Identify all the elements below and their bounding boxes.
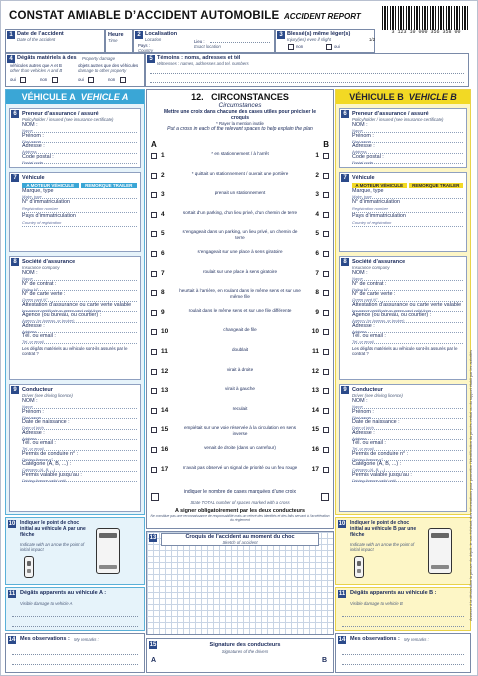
circumstance-checkbox-b[interactable] (323, 329, 329, 335)
vehicle-a-validity[interactable]: Attestation d’assurance ou carte verte valable Insurance certificate or green card valid from (22, 302, 137, 313)
vehicle-b-car-diagram[interactable] (428, 528, 452, 574)
vehicle-b-remarks: 14 Mes observations : My remarks : (335, 633, 471, 673)
circumstance-text: prenait un stationnement (214, 190, 266, 196)
circumstance-number-b: 5 (315, 230, 319, 238)
circumstance-number-b: 16 (311, 446, 319, 453)
circumstance-checkbox-a[interactable] (151, 271, 157, 277)
circumstance-number-b: 9 (315, 308, 319, 316)
circumstance-checkbox-b[interactable] (323, 192, 329, 198)
circumstance-row (147, 405, 333, 425)
circumstance-number-a: 9 (161, 308, 165, 316)
vehicle-a-insurer-name[interactable]: NOM : Name (22, 270, 137, 281)
vehicle-a-driver-firstname[interactable]: Prénom : First name (22, 409, 137, 420)
section-location: 2 Localisation Location Pays : Country Lieu : Exact location (133, 29, 275, 53)
vehicle-a-motor-header: A MOTEUR VÉHICULE (22, 183, 79, 188)
circumstance-text: sortait d’un parking, d’un lieu privé, d’un chemin de terre (182, 209, 298, 215)
circumstance-text: virait à droite (226, 366, 254, 372)
vehicle-a-driver-name[interactable]: NOM : Name (22, 398, 137, 409)
circumstance-row (147, 268, 333, 288)
vehicle-b-policyholder: 6 Preneur d’assurance / assuré Policyholder / insured (see insurance certificate) NOM : Name Prénom : First name Adresse : Address Code postal : Postal code (339, 108, 467, 168)
vehicle-b-driver-address[interactable]: Adresse : Address (352, 430, 463, 441)
circumstance-number-b: 7 (315, 269, 319, 277)
circumstance-number-a: 14 (161, 406, 169, 414)
injuries-no-checkbox[interactable] (288, 44, 294, 50)
vehicle-a-damage-field-2[interactable] (12, 620, 138, 627)
circumstance-number-a: 17 (161, 465, 169, 473)
vehicle-b-licence-valid[interactable]: Permis valable jusqu’au : Driving licence valid until (352, 472, 463, 483)
circumstance-text: s’engageait sur une place à sens giratoire (197, 249, 283, 254)
circumstance-text: reculait (232, 405, 248, 411)
circumstance-checkbox-a[interactable] (151, 467, 157, 473)
vehicle-a-agency-address[interactable]: Adresse : Address (22, 323, 137, 334)
vehicle-a-postcode[interactable]: Code postal : Postal code (22, 154, 137, 165)
vehicle-a-make[interactable]: Marque, type Make, type (22, 188, 137, 199)
vehicle-a-greencard[interactable]: N° de carte verte : Green card N° (22, 291, 137, 302)
vehicle-b-trailer-header: REMORQUE TRAILER (409, 183, 464, 188)
circumstance-checkbox-a[interactable] (151, 427, 157, 433)
circumstance-checkbox-a[interactable] (151, 192, 157, 198)
circumstance-text: heurtait à l’arrière, en roulant dans le même sens et sur une même file (179, 288, 301, 299)
vehicle-b-heading: VÉHICULE B VEHICLE B (336, 90, 470, 104)
witnesses-field-1[interactable] (150, 67, 464, 74)
circumstance-row (147, 385, 333, 405)
other-property-no[interactable] (120, 77, 126, 83)
circumstance-number-b: 4 (315, 210, 319, 218)
circumstance-text: virait à gauche (225, 386, 255, 392)
circumstance-checkbox-b[interactable] (323, 153, 329, 159)
circumstance-row (147, 444, 333, 464)
circumstance-checkbox-b[interactable] (323, 290, 329, 296)
circumstance-number-a: 5 (161, 230, 165, 238)
vehicle-a-agency-tel[interactable]: Tél. ou email : Tel. or email (22, 333, 137, 344)
vehicle-b-impact: 10 Indiquer le point de choc initial au véhicule B par une flèche Indicate with an arrow the point of initial impact (335, 517, 471, 585)
other-property-yes[interactable] (88, 77, 94, 83)
circumstance-checkbox-a[interactable] (151, 231, 157, 237)
section-witnesses: 5 Témoins : noms, adresses et tél Witnesses : names, addresses and tel. numbers (145, 53, 469, 87)
barcode (382, 6, 470, 30)
circumstance-checkbox-a[interactable] (151, 408, 157, 414)
circumstance-checkbox-b[interactable] (323, 310, 329, 316)
other-vehicles-yes[interactable] (20, 77, 26, 83)
circumstance-number-b: 11 (312, 348, 319, 355)
circumstance-checkbox-b[interactable] (323, 251, 329, 257)
circumstance-row (147, 366, 333, 386)
vehicle-a-trailer-header: REMORQUE TRAILER (81, 183, 138, 188)
vehicle-a-driver-address[interactable]: Adresse : Address (22, 430, 137, 441)
circumstance-text: roulait dans le même sens et sur une file différente (188, 307, 292, 313)
circumstance-checkbox-a[interactable] (151, 290, 157, 296)
vehicle-a-registration-country[interactable]: Pays d’immatriculation Country of registration (22, 213, 137, 227)
vehicle-b-policy[interactable]: N° de contrat : Policy N° (352, 281, 463, 292)
vehicle-b-firstname[interactable]: Prénom : First name (352, 133, 463, 144)
circumstance-number-b: 1 (315, 152, 319, 159)
vehicle-b-car-icon[interactable] (354, 556, 364, 578)
circumstance-text: roulait sur une place à sens giratoire (202, 268, 278, 274)
circumstance-checkbox-a[interactable] (151, 173, 157, 179)
circumstance-number-a: 2 (161, 171, 165, 179)
circumstance-number-a: 8 (161, 289, 165, 297)
vehicle-b-name[interactable]: NOM : Name (352, 122, 463, 133)
circumstance-text: doublait (231, 347, 249, 352)
other-vehicles-no[interactable] (52, 77, 58, 83)
vehicle-a-licence-valid[interactable]: Permis valable jusqu’au : Driving licence valid until (22, 472, 137, 483)
circumstance-checkbox-a[interactable] (151, 329, 157, 335)
vehicle-a-remarks-field-2[interactable] (12, 658, 138, 665)
vehicle-b-agency[interactable]: Agence (ou bureau, ou courtier) : Agency (or bureau, or broker) (352, 312, 463, 323)
sign-notice: A signer obligatoirement par les deux conducteurs (174, 508, 306, 514)
vehicle-b-driver-name[interactable]: NOM : Name (352, 398, 463, 409)
vehicle-b-address[interactable]: Adresse : Address (352, 143, 463, 154)
vehicle-b-driver-firstname[interactable]: Prénom : First name (352, 409, 463, 420)
circumstance-number-b: 12 (311, 367, 319, 375)
time-field[interactable] (108, 46, 130, 53)
column-a-marker: A (151, 140, 157, 149)
circumstance-text: venait de droite (dans un carrefour) (204, 445, 276, 450)
circumstance-text: * en stationnement / à l’arrêt (211, 151, 269, 156)
vehicle-b-postcode[interactable]: Code postal : Postal code (352, 154, 463, 165)
circumstance-row (147, 189, 333, 209)
circumstance-number-a: 7 (161, 269, 165, 277)
circumstance-checkbox-a[interactable] (151, 212, 157, 218)
circumstance-number-b: 2 (315, 171, 319, 179)
circumstance-number-a: 4 (161, 210, 165, 218)
vehicle-a-category[interactable]: Catégorie (A, B, ...) : Category (A, B, ...) (22, 461, 137, 472)
vehicle-a-car-diagram[interactable] (96, 528, 120, 574)
vehicle-a-impact: 10 Indiquer le point de choc initial au véhicule A par une flèche Indicate with an arrow the point of initial impact (5, 517, 145, 585)
date-field[interactable] (10, 46, 100, 53)
vehicle-a-registration[interactable]: N° d’immatriculation Registration number (22, 199, 137, 213)
page-indicator: 1/2 (369, 37, 375, 42)
vehicle-a-licence[interactable]: Permis de conduire n° : Driving licence n° (22, 451, 137, 462)
circumstances-panel: 12. CIRCONSTANCES Circumstances Mettre une croix dans chacune des cases utiles pour préciser le croquis * Rayer la mention inutile Put a cross in each of the relevant spaces to help explain the plan A B 1 * en stationnement / à l’arrêt 1 2 * quittait un stationnement / ouvrait une portière 2 3 prenait un stationnement 3 4 sortait d’un parking, d’un lieu privé, d’un chemin de terre 4 5 s’engageait dans un parking, un lieu privé, un chemin de terre 5 6 s’engageait sur une place à sens giratoire 6 7 roulait sur une place à sens giratoire 7 8 heurtait à l’arrière, en roulant dans le même sens et sur une même file 8 9 roulait dans le même sens et sur une file différente 9 10 changeait de file 10 11 doublait 11 12 virait à droite 12 13 virait à gauche 13 14 reculait 14 15 empiétait sur une voie réservée à la circulation en sens inverse 15 16 venait de droite (dans un carrefour) 16 17 n’avait pas observé un signal de priorité ou un feu rouge 17 indiquer le nombre de cases marquées d’une croix State TOTAL number of spaces marked with a cross A signer obligatoirement par les deux conducteurs Ne constitue pas une reconnaissance de responsabilité mais un relevé des identités et des faits servant à l’accélération du règlement (146, 89, 334, 529)
circumstance-text: * quittait un stationnement / ouvrait une portière (191, 170, 289, 176)
circumstance-text: empiétait sur une voie réservée à la circulation en sens inverse (183, 425, 297, 436)
vehicle-b-agency-tel[interactable]: Tél. ou email : Tel. or email (352, 333, 463, 344)
circumstance-number-a: 12 (161, 367, 169, 375)
sketch-heading: Croquis de l’accident au moment du choc Sketch of accident (161, 533, 319, 546)
vehicle-b-registration-country[interactable]: Pays d’immatriculation Country of registration (352, 213, 463, 227)
circumstance-row (147, 346, 333, 366)
vehicle-a-name[interactable]: NOM : Name (22, 122, 137, 133)
column-b-marker: B (323, 140, 329, 149)
circumstance-checkbox-b[interactable] (323, 467, 329, 473)
section-property-damage: 4 Dégâts matériels à des Property damage véhicules autres que A et B other than vehicles A and B objets autres que des véhicules damage to other property oui non oui non (5, 53, 145, 87)
circumstance-row (147, 228, 333, 248)
vehicle-a-heading: VÉHICULE A VEHICLE A (6, 90, 144, 104)
date-label: Date de l’accident (17, 31, 64, 37)
circumstance-number-a: 16 (161, 446, 169, 453)
circumstance-number-a: 15 (161, 426, 169, 434)
circumstance-checkbox-a[interactable] (151, 388, 157, 394)
circumstance-checkbox-b[interactable] (323, 388, 329, 394)
circumstance-checkbox-b[interactable] (323, 231, 329, 237)
form-subtitle: ACCIDENT REPORT (284, 12, 361, 21)
circumstance-row (147, 248, 333, 268)
circumstance-row (147, 170, 333, 190)
vehicle-b-motor-header: A MOTEUR VÉHICULE (352, 183, 407, 188)
vehicle-a-vehicle: 7 Véhicule A MOTEUR VÉHICULE REMORQUE TRAILER Marque, type Make, type N° d’immatriculation Registration number Pays d’immatriculation Country of registration (9, 172, 141, 252)
circumstance-row (147, 287, 333, 307)
vehicle-b-registration[interactable]: N° d’immatriculation Registration number (352, 199, 463, 213)
vehicle-a-driver-tel[interactable]: Tél. ou email : Tel. or email (22, 440, 137, 451)
circumstance-row (147, 209, 333, 229)
vehicle-a-driver: 9 Conducteur Driver (see driving licence) NOM : Name Prénom : First name Date de naissance : Date of birth Adresse : Address Tél. ou email : Tel. or email Permis de conduire n° : Driving licence n° Catégorie (A, B, ...) : Category (A, B, ...) Permis valable jusqu’au : Driving licence valid until (9, 384, 141, 512)
count-box-a[interactable] (151, 493, 159, 501)
circumstances-title: 12. CIRCONSTANCES (191, 92, 289, 102)
circumstance-text: n’avait pas observé un signal de priorité ou un feu rouge (182, 464, 298, 470)
circumstance-number-b: 10 (311, 328, 319, 336)
circumstance-checkbox-b[interactable] (323, 212, 329, 218)
vehicle-b-licence[interactable]: Permis de conduire n° : Driving licence n° (352, 451, 463, 462)
signature-a[interactable] (161, 655, 231, 671)
vehicle-a-column (5, 89, 145, 515)
circumstance-checkbox-b[interactable] (323, 408, 329, 414)
vehicle-b-column (335, 89, 471, 515)
vehicle-b-validity[interactable]: Attestation d’assurance ou carte verte valable Insurance certificate or green card valid from (352, 301, 462, 313)
circumstance-row (147, 464, 333, 484)
vehicle-b-driver-tel[interactable]: Tél. ou email : Tel. or email (352, 440, 463, 451)
vehicle-b-insurance: 8 Société d’assurance Insurance company NOM : Name N° de contrat : Policy N° N° de carte verte : Green card N° Attestation d’assurance ou carte verte valable Insurance certificate or green card valid from Agence (ou bureau, ou courtier) : Agency (or bureau, or broker) Adresse : Address Tél. ou email : Tel. or email Les dégâts matériels au véhicule sont-ils assurés par le contrat ? (339, 256, 467, 380)
circumstance-checkbox-a[interactable] (151, 153, 157, 159)
circumstance-row (147, 326, 333, 346)
vehicle-a-remarks-field-1[interactable] (12, 648, 138, 655)
witnesses-field-2[interactable] (150, 76, 464, 83)
circumstance-number-b: 14 (311, 406, 319, 414)
vehicle-a-policy[interactable]: N° de contrat : Policy N° (22, 281, 137, 292)
vehicle-b-damage-field-1[interactable] (342, 610, 464, 617)
circumstance-number-b: 17 (311, 465, 319, 473)
circumstance-row (147, 307, 333, 327)
section-injuries: 3 Blessé(s) même léger(s) Injury(ies) even if slight non oui (275, 29, 375, 53)
circumstance-number-a: 6 (161, 250, 165, 257)
circumstance-number-b: 3 (315, 191, 319, 199)
form-title: CONSTAT AMIABLE D’ACCIDENT AUTOMOBILE (9, 10, 280, 22)
vehicle-b-driver: 9 Conducteur Driver (see driving licence) NOM : Name Prénom : First name Date de naissance : Date of birth Adresse : Address Tél. ou email : Tel. or email Permis de conduire n° : Driving licence n° Catégorie (A, B, ...) : Category (A, B, ...) Permis valable jusqu’au : Driving licence valid until (339, 384, 467, 512)
vehicle-b-remarks-field-2[interactable] (342, 658, 464, 665)
circumstance-number-a: 3 (161, 191, 165, 199)
circumstance-checkbox-b[interactable] (323, 427, 329, 433)
vehicle-b-damage-field-2[interactable] (342, 620, 464, 627)
vehicle-b-insurer-name[interactable]: NOM : Name (352, 270, 463, 281)
vehicle-a-remarks: 14 Mes observations : My remarks : (5, 633, 145, 673)
vehicle-a-damage: 11 Dégâts apparents au véhicule A : Visible damage to vehicle A (5, 587, 145, 631)
vehicle-b-vehicle: 7 Véhicule A MOTEUR VÉHICULE REMORQUE TRAILER Marque, type Make, type N° d’immatriculation Registration number Pays d’immatriculation Country of registration (339, 172, 467, 252)
circumstance-number-a: 11 (161, 348, 168, 355)
circumstance-number-b: 13 (311, 387, 319, 395)
vehicle-a-damage-field-1[interactable] (12, 610, 138, 617)
circumstance-checkbox-b[interactable] (323, 271, 329, 277)
circumstance-number-b: 8 (315, 289, 319, 297)
vehicle-b-category[interactable]: Catégorie (A, B, ...) : Category (A, B, ...) (352, 461, 463, 472)
circumstance-text: changeait de file (223, 327, 257, 333)
barcode-number: 3 123 10 000 356 358 00 (391, 29, 461, 35)
injuries-yes-checkbox[interactable] (326, 44, 332, 50)
vehicle-a-agency[interactable]: Agence (ou bureau, ou courtier) : Agency (or bureau, or broker) (22, 312, 137, 323)
side-notice: Annexer à la déclaration la preuve du dépôt, le cas échéant, des informations pour permettre l’identification du procès-verbal ou du rapport établi par les autorités (469, 349, 473, 621)
circumstance-number-b: 15 (311, 426, 319, 434)
circumstance-row (147, 150, 333, 170)
location-field[interactable] (210, 36, 270, 43)
circumstance-number-a: 10 (161, 328, 169, 336)
circumstance-number-a: 1 (161, 152, 165, 159)
circumstance-row (147, 424, 333, 444)
circumstance-checkbox-a[interactable] (151, 251, 157, 257)
vehicle-a-insurance: 8 Société d’assurance Insurance company NOM : Name N° de contrat : Policy N° N° de carte verte : Green card N° Attestation d’assurance ou carte verte valable Insurance certificate or green card valid from Agence (ou bureau, ou courtier) : Agency (or bureau, or broker) Adresse : Address Tél. ou email : Tel. or email Les dégâts matériels au véhicule sont-ils assurés par le contrat ? (9, 256, 141, 380)
count-box-b[interactable] (321, 493, 329, 501)
vehicle-b-driver-birth[interactable]: Date de naissance : Date of birth (352, 419, 463, 430)
circumstance-number-b: 6 (315, 250, 319, 257)
circumstance-text: s’engageait dans un parking, un lieu privé, un chemin de terre (182, 229, 298, 240)
vehicle-b-agency-address[interactable]: Adresse : Address (352, 323, 463, 334)
vehicle-b-damage: 11 Dégâts apparents au véhicule B : Visible damage to vehicle B (335, 587, 471, 631)
circumstance-checkbox-a[interactable] (151, 369, 157, 375)
circumstance-checkbox-a[interactable] (151, 349, 157, 355)
circumstance-checkbox-b[interactable] (323, 349, 329, 355)
section-date: 1 Date de l’accident Date of the accident (5, 29, 105, 53)
signature-b[interactable] (249, 655, 319, 671)
circumstance-number-a: 13 (161, 387, 169, 395)
vehicle-b-greencard[interactable]: N° de carte verte : Green card N° (352, 291, 463, 302)
vehicle-a-address[interactable]: Adresse : Address (22, 143, 137, 154)
vehicle-a-driver-birth[interactable]: Date de naissance : Date of birth (22, 419, 137, 430)
vehicle-a-policyholder: 6 Preneur d’assurance / assuré Policyholder / insured (see insurance certificate) NOM : Name Prénom : First name Adresse : Address Code postal : Postal code (9, 108, 141, 168)
vehicle-b-make[interactable]: Marque, type Make, type (352, 188, 463, 199)
vehicle-a-car-icon[interactable] (24, 556, 34, 578)
circumstance-checkbox-b[interactable] (323, 173, 329, 179)
section-time: Heure Time (105, 29, 133, 53)
circumstance-checkbox-b[interactable] (323, 369, 329, 375)
circumstance-checkbox-a[interactable] (151, 310, 157, 316)
vehicle-a-firstname[interactable]: Prénom : First name (22, 133, 137, 144)
signatures: 15 Signature des conducteurs Signatures of the drivers A B (146, 638, 334, 673)
circumstance-checkbox-a[interactable] (151, 447, 157, 453)
circumstance-checkbox-b[interactable] (323, 447, 329, 453)
vehicle-b-remarks-field-1[interactable] (342, 648, 464, 655)
accident-sketch[interactable]: 13 Croquis de l’accident au moment du choc Sketch of accident (146, 531, 334, 635)
